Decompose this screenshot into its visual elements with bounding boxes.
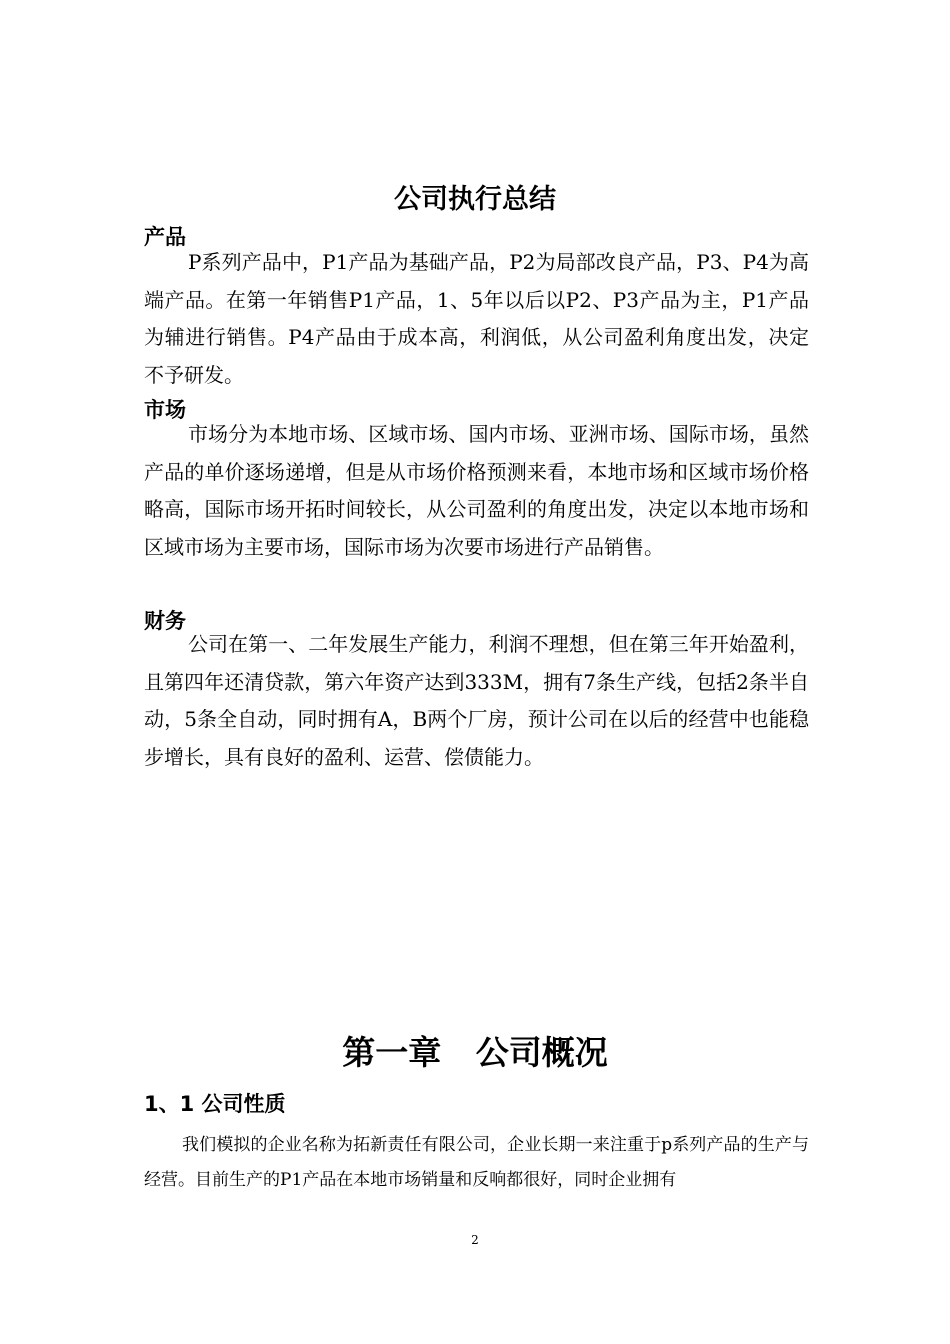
subsection-text: 我们模拟的企业名称为拓新责任有限公司，企业长期一来注重于p系列产品的生产与经营。目前生产的P1产品在本地市场销量和反响都很好，同时企业拥有 [144,1135,809,1190]
section-text-finance: 公司在第一、二年发展生产能力，利润不理想，但在第三年开始盈利，且第四年还清贷款，第六年资产达到333M，拥有7条生产线，包括2条半自动，5条全自动，同时拥有A，B两个厂房，预计公司在以后的经营中也能稳步增长，具有良好的盈利、运营、偿债能力。 [144,632,809,769]
page-number: 2 [471,1233,479,1247]
section-heading-finance: 财务 [144,609,186,633]
summary-title: 公司执行总结 [394,184,556,215]
section-heading-product: 产品 [144,225,186,249]
section-text-market: 市场分为本地市场、区域市场、国内市场、亚洲市场、国际市场，虽然产品的单价逐场递增，但是从市场价格预测来看，本地市场和区域市场价格略高，国际市场开拓时间较长，从公司盈利的角度出发，决定以本地市场和区域市场为主要市场，国际市场为次要市场进行产品销售。 [144,422,809,559]
section-heading-market: 市场 [144,398,186,422]
subsection-heading: 1、1 公司性质 [144,1092,286,1116]
chapter-title: 第一章 公司概况 [342,1033,608,1072]
section-text-product: P系列产品中，P1产品为基础产品，P2为局部改良产品，P3、P4为高端产品。在第一年销售P1产品，1、5年以后以P2、P3产品为主，P1产品为辅进行销售。P4产品由于成本高，利润低，从公司盈利角度出发，决定不予研发。 [144,250,809,387]
